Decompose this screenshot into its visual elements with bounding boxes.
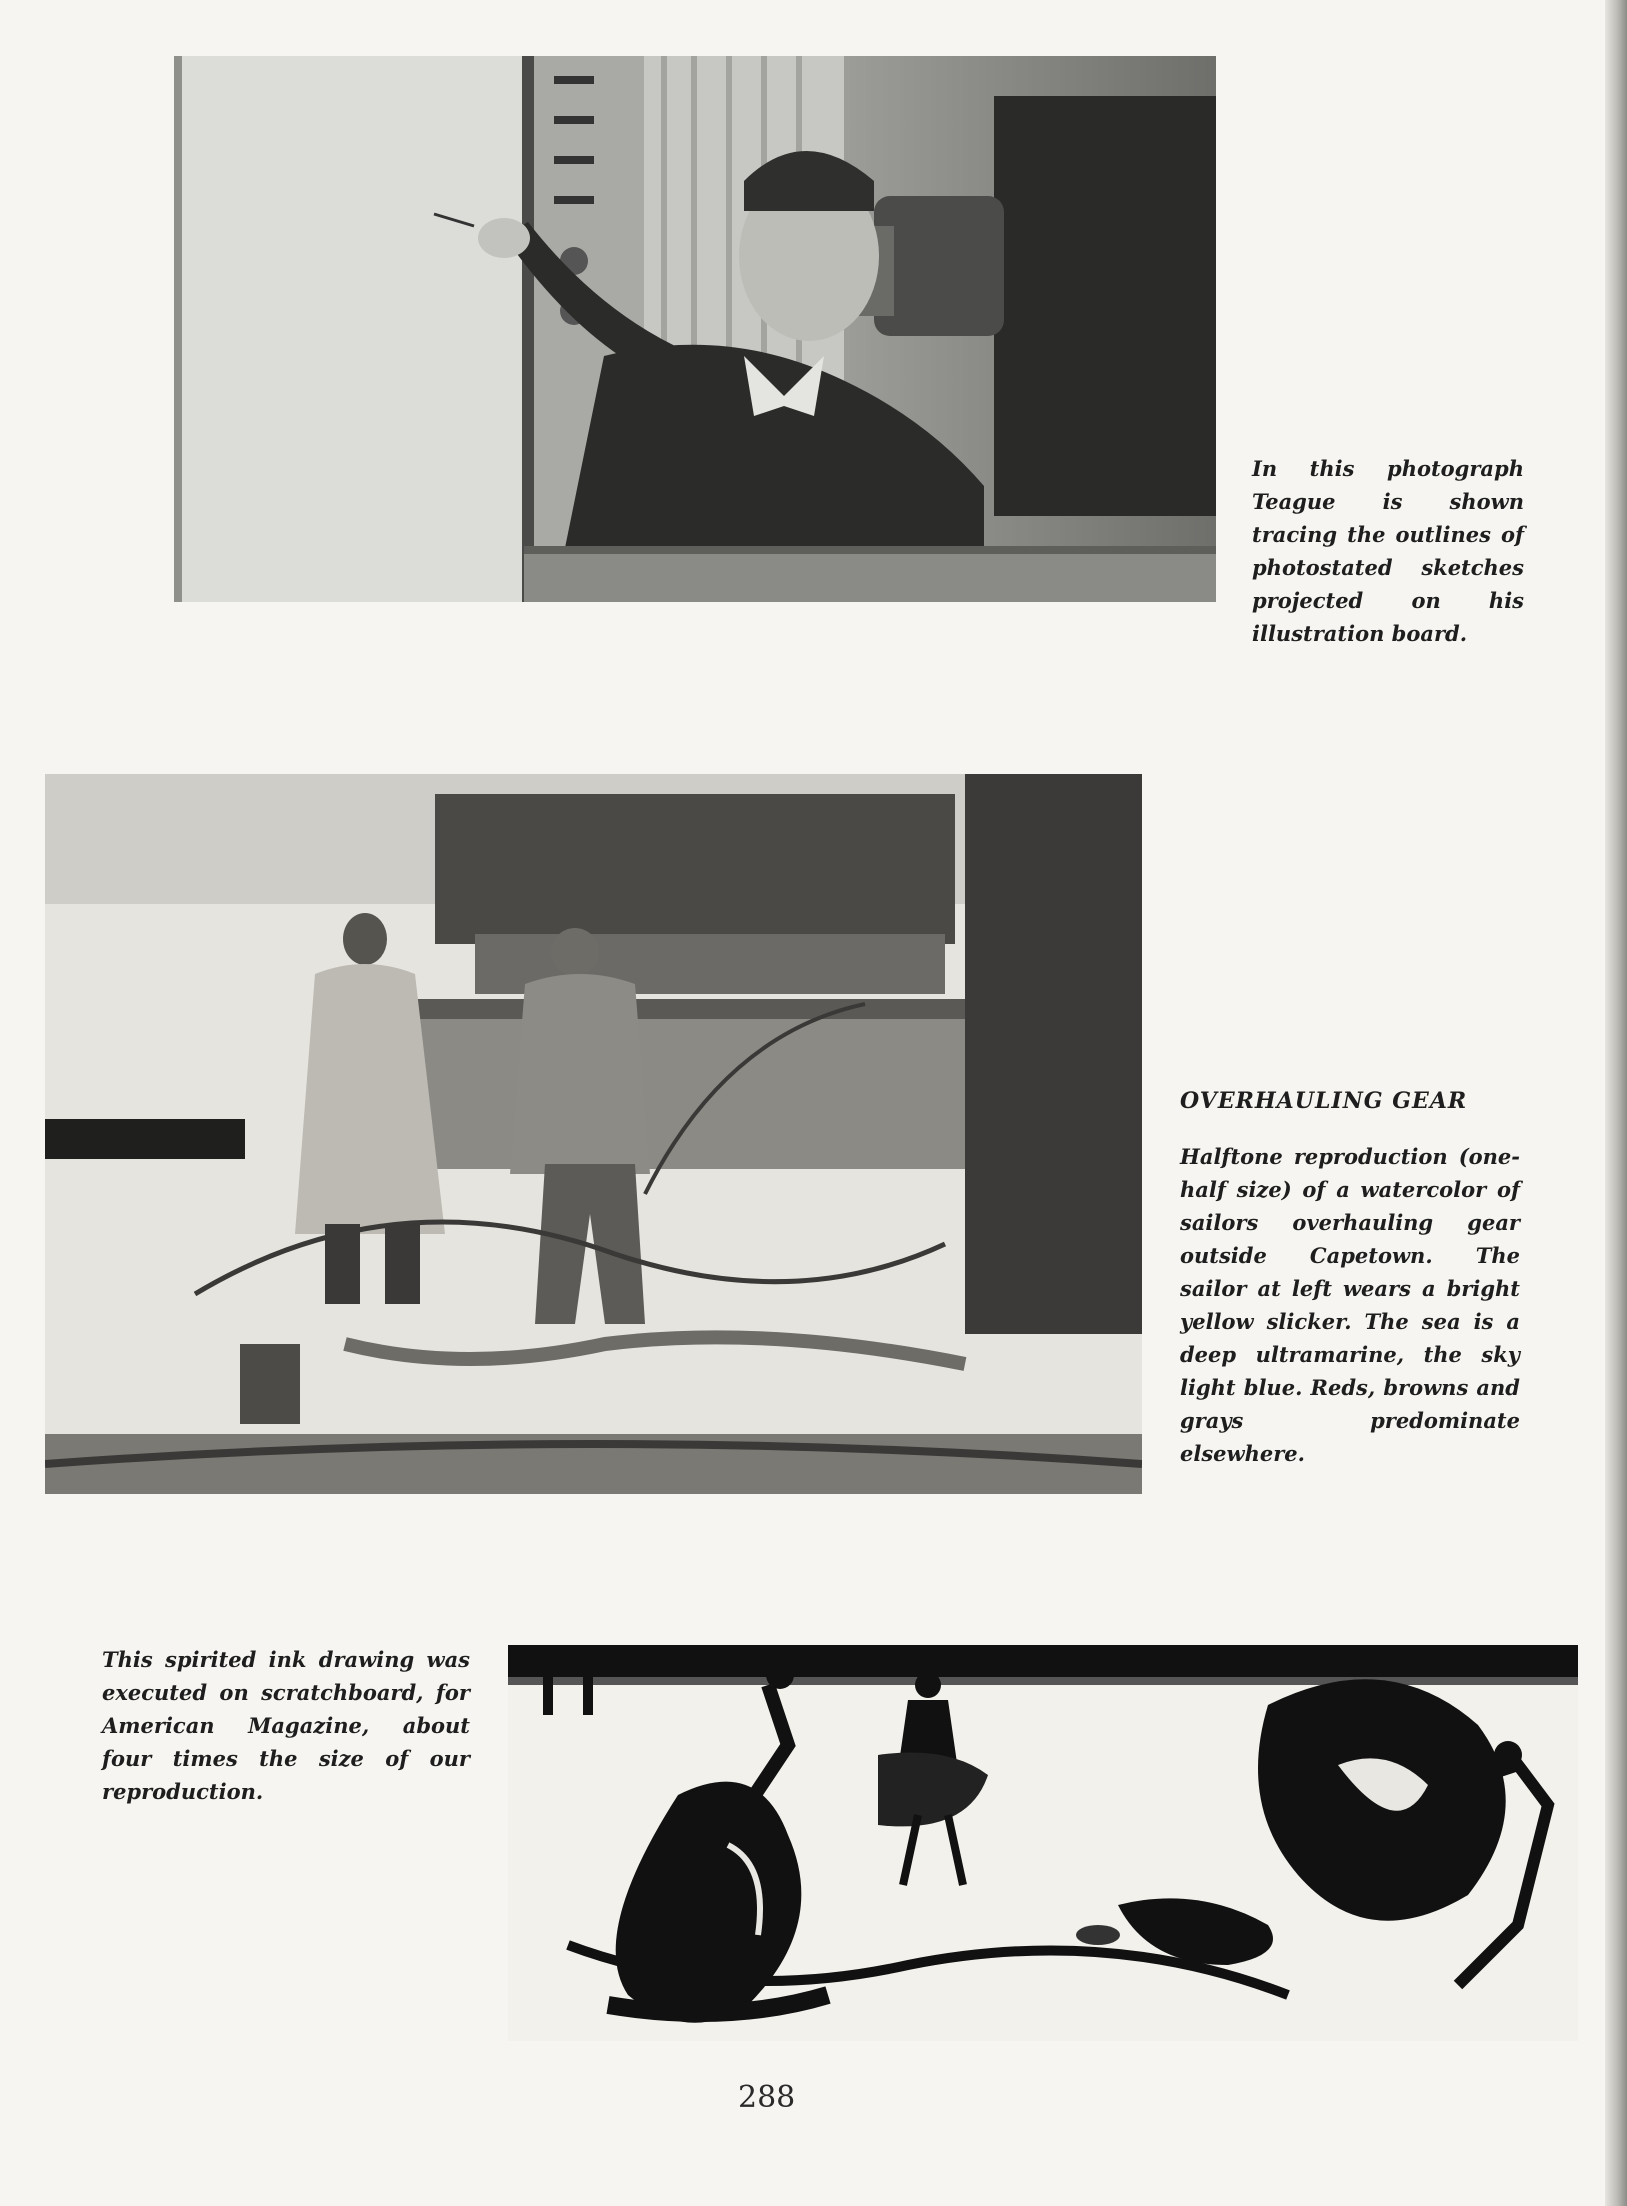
ink-drawing-bullfight (508, 1645, 1578, 2041)
page-number: 288 (738, 2080, 796, 2115)
watercolor-heading: OVERHAULING GEAR (1180, 1088, 1468, 1114)
watercolor-caption: Halftone reproduction (one-half size) of a watercolor of sailors overhauling gear outside Capetown. The sailor at left wears a bright yellow slicker. The sea is a deep ultramarine, the sky light blue. Reds, browns and grays predominate elsewhere. (1180, 1144, 1520, 1466)
ink-drawing-caption: This spirited ink drawing was executed on scratchboard, for American Magazine, about four times the size of our reproduction. (102, 1647, 470, 1804)
photograph-caption: In this photograph Teague is shown tracing the outlines of photostated sketches projected on his illustration board. (1252, 456, 1524, 646)
photograph-teague-tracing (174, 56, 1216, 602)
page-edge-shadow (1605, 0, 1627, 2206)
watercolor-overhauling-gear (45, 774, 1142, 1494)
